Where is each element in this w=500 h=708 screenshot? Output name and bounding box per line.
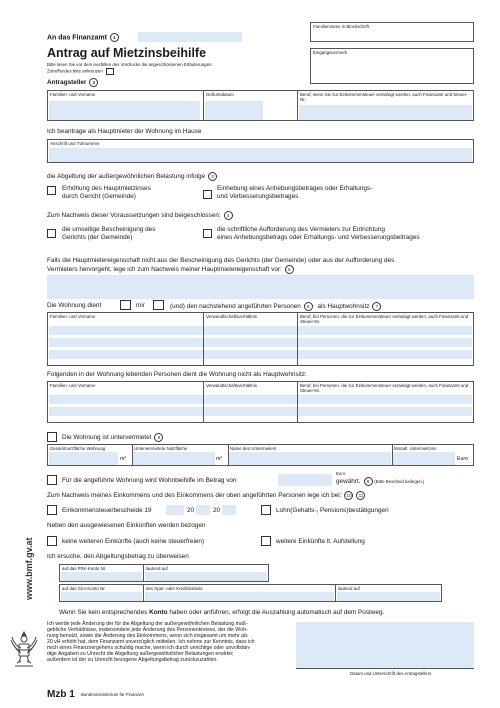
evidence-opt1-label: die umseitige Bescheinigung des [62,226,156,233]
col-birthdate-header: Geburtsdatum [206,92,234,97]
sublet-checkbox[interactable] [47,432,57,442]
form-title: Antrag auf Mietzinsbeihilfe [47,46,207,60]
col-relationship-header: Verwandtschaftsverhältnis [206,314,258,319]
other-income-checkbox[interactable] [261,536,271,546]
note-marker: 6 [304,302,313,311]
subtenant-field[interactable] [229,452,391,465]
checkbox-example-icon [106,68,114,75]
note-marker: 1 [110,33,119,42]
applicant-heading: Antragsteller 2 [47,78,98,87]
evidence-text: Zum Nachweis dieser Voraussetzungen sind beigeschlossen: 4 [47,211,233,220]
other-row-2[interactable] [49,407,472,416]
housing-aid-checkbox[interactable] [47,475,57,485]
tax-office-field[interactable] [138,32,242,42]
psk-table [59,564,269,582]
resident-row-3[interactable] [49,350,472,359]
signature-field[interactable] [296,622,474,668]
col-sublet-rent-header: Monatl. Untermietzins [394,446,437,451]
col-name-header: Familien- und Vorname [50,92,96,97]
wage-confirmation-label: Lohn(Gehalts-, Pensions)bestätigungen [276,507,389,514]
giro-label: auf das Giro-Konto Nr. [62,586,106,591]
residence-text: Die Wohnung dient [47,302,102,309]
euro-label: Euro [336,471,346,476]
other-income-label: weitere Einkünfte lt. Aufstellung [276,538,365,545]
note-marker: 4 [224,211,233,220]
burden-rent-increase-checkbox[interactable] [47,186,56,195]
year-2-field[interactable] [196,505,210,515]
note-marker: 3 [208,172,217,181]
giro-holder-field[interactable] [337,592,440,601]
burden-contribution-checkbox[interactable] [203,190,212,199]
psk-holder-field[interactable] [145,572,267,581]
year-3-field[interactable] [222,505,236,515]
giro-account-field[interactable] [61,592,142,601]
evidence-opt2-label: die schriftliche Aufforderung des Vermieters zur Entrichtung [217,226,385,233]
familyname-label: Familienname in Blockschrift [313,24,369,29]
burden-opt2-label: Einhebung eines Anhebungsbetrages oder Erhaltungs- [217,185,373,192]
sublet-area-field[interactable] [133,452,215,465]
year-3-prefix: 20 [213,507,221,514]
note-marker: 7 [372,302,381,311]
evidence-opt1-label-2: Gerichts (der Gemeinde) [62,234,133,241]
housing-aid-amount-field[interactable] [278,474,332,486]
note-marker: 9 [364,477,373,486]
proof-field[interactable] [47,275,474,299]
address-input[interactable] [49,148,472,162]
residence-others-label: (und) den nachstehend angeführten Personen 6 als Hauptwohnsitz 7 [170,302,381,311]
residence-me-checkbox[interactable] [120,300,131,310]
year-1-field[interactable] [166,505,184,515]
address-label: Anschrift und Türnummer [50,141,100,146]
unit-m2: m² [120,456,127,462]
bank-label: des Spar- oder Kreditinstituts [146,586,203,591]
bank-field[interactable] [145,592,334,601]
applicant-profession-field[interactable] [299,105,472,120]
website-link[interactable]: www.bmf.gv.at [24,537,34,600]
year-2-prefix: 20 [187,507,195,514]
other-income-text: Neben den ausgewiesenen Einkünften werden bezogen [47,522,206,529]
housing-aid-granted: gewährt. 9 (Bitte Bescheid beilegen.) [336,478,425,486]
applicant-birthdate-field[interactable] [205,101,263,120]
no-other-income-label: keine weiteren Einkünfte (auch keine steuerfreien) [62,538,205,545]
burden-opt1-label: Erhöhung des Hauptmietzinses [62,185,151,192]
transfer-text: Ich ersuche, den Abgeltungsbetrag zu überweisen [47,553,189,560]
evidence-court-checkbox[interactable] [47,229,56,238]
recipient-label: An das Finanzamt 1 [47,33,119,42]
residents-table [47,312,474,366]
applicant-table [47,90,474,121]
applicant-name-field[interactable] [49,101,200,120]
col-total-area-header: Gesamtnutzfläche Wohnung [50,446,106,451]
instructions-text-2: Zutreffendes bitte ankreuzen [47,68,114,75]
ministry-label: Bundesministerium für Finanzen [81,692,144,697]
other-row-1[interactable] [49,395,472,404]
col-relationship-header: Verwandtschaftsverhältnis [206,383,258,388]
col-profession-header: Beruf; bei Personen, die zur Einkommensteuer veranlagt werden, auch Finanzamt und Steuer-Nr. [300,314,469,324]
giro-name-label: lautend auf [338,586,360,591]
resident-row-1[interactable] [49,326,472,335]
col-name-header: Familien- und Vorname [50,383,96,388]
col-sublet-area-header: Untervermietete Nutzfläche [134,446,188,451]
other-persons-table [47,381,474,423]
col-profession-header: Beruf; bei Personen, die zur Einkommensteuer veranlagt werden, auch Finanzamt und Steuer-Nr. [300,383,469,393]
psk-label: auf das PSK-Konto Nr. [62,566,107,571]
note-marker: 2 [89,78,98,87]
note-marker: 11 [356,491,365,500]
burden-opt2-label-2: und Verbesserungsbeitrages [217,193,299,200]
unit-euro: Euro [457,456,468,462]
no-other-income-checkbox[interactable] [47,536,57,546]
sublet-label: Die Wohnung ist untervermietet 8 [62,433,163,442]
federal-eagle-icon [9,628,39,668]
transfer-note: Wenn Sie kein entsprechendes Konto haben oder anführen, erfolgt die Auszahlung automatisch auf dem Postweg. [59,609,385,616]
form-code: Mzb 1 [47,689,75,700]
note-marker: 5 [285,265,294,274]
note-marker: 8 [154,433,163,442]
total-area-field[interactable] [49,452,118,465]
burden-text: die Abgeltung der außergewöhnlichen Belastung infolge 3 [47,172,217,181]
eingangsvermerk-box [310,48,474,84]
unit-m2: m² [216,456,223,462]
sublet-rent-field[interactable] [393,452,455,465]
burden-opt1-label-2: durch Gericht (Gemeinde) [62,193,136,200]
wage-confirmation-checkbox[interactable] [261,505,271,515]
declaration-text: Ich werde jede Änderung der für die Abgeltung der außergewöhnlichen Belastung maß- gebliche Verhältnisse, insbesondere jede Änderung des Personenkreises, der die Woh- nung benutzt, sowie die Änderung des Einkommens, wenn sich insgesamt um mehr als 20 vH erhöht hat, dem Finanzamt unverzüglich mitteilen. Ich nehme zur Kenntnis, dass ich mich eines Finanzvergehens schuldig mache, wenn ich durch unrichtige oder unvollstän- dige Angaben zu Unrecht die Abgeltung außergewöhnlicher Belastungen erwirke; außerdem ist der zu Unrecht bezogene Abgeltungsbetrag zurückzuzahlen. [47,621,255,663]
instructions-text: Bitte lesen Sie vor dem Ausfüllen des Vordrucks die angeschlossenen Erläuterungen. [47,62,213,67]
housing-aid-text: Für die angeführte Wohnung wird Wohnbeihilfe im Betrag von [62,477,237,484]
note-marker: 10 [346,493,352,498]
other-persons-text: Folgenden in der Wohnung lebenden Personen dient die Wohnung nicht als Hauptwohnsitz: [47,371,307,378]
psk-name-label: lautend auf [146,566,168,571]
col-subtenant-header: Name des Untermieters [230,446,277,451]
resident-row-2[interactable] [49,338,472,347]
tax-assessment-checkbox[interactable] [47,505,57,515]
income-text: Zum Nachweis meines Einkommens und des Einkommens der oben angeführten Personen lege ich bei: 10 11 [47,491,365,500]
col-name-header: Familien- und Vorname [50,314,96,319]
eingang-label: Eingangsvermerk [313,50,348,55]
proof-text-2: Vermieters hervorgeht, lege ich zum Nachweis meiner Hauptmietereigenschaft vor: 5 [47,265,294,274]
signature-label: Datum und Unterschrift des Antragstellers [350,671,432,676]
residence-me-label: mir [136,302,145,309]
tax-assessment-label: Einkommensteuerbescheide 19 [62,507,152,514]
giro-table [59,584,442,602]
sublet-table [47,444,474,466]
psk-account-field[interactable] [61,572,142,581]
evidence-opt2-label-2: eines Anhebungsbetrags oder Erhaltungs- und Verbesserungsbeitrages [217,234,420,241]
familyname-field[interactable] [310,22,474,42]
main-tenant-text: Ich beantrage als Hauptmieter der Wohnung im Hause [47,128,202,135]
evidence-landlord-checkbox[interactable] [203,229,212,238]
proof-text: Falls die Hauptmietereigenschaft nicht aus der Bescheinigung des Gerichts (der Gemeinde) oder aus der Aufforderung des [47,257,395,264]
residence-others-checkbox[interactable] [153,300,164,310]
address-field[interactable] [47,139,474,163]
col-profession-header: Beruf; wenn Sie zur Einkommensteuer veranlagt werden, auch Finanzamt und Steuer-Nr. [300,92,468,102]
